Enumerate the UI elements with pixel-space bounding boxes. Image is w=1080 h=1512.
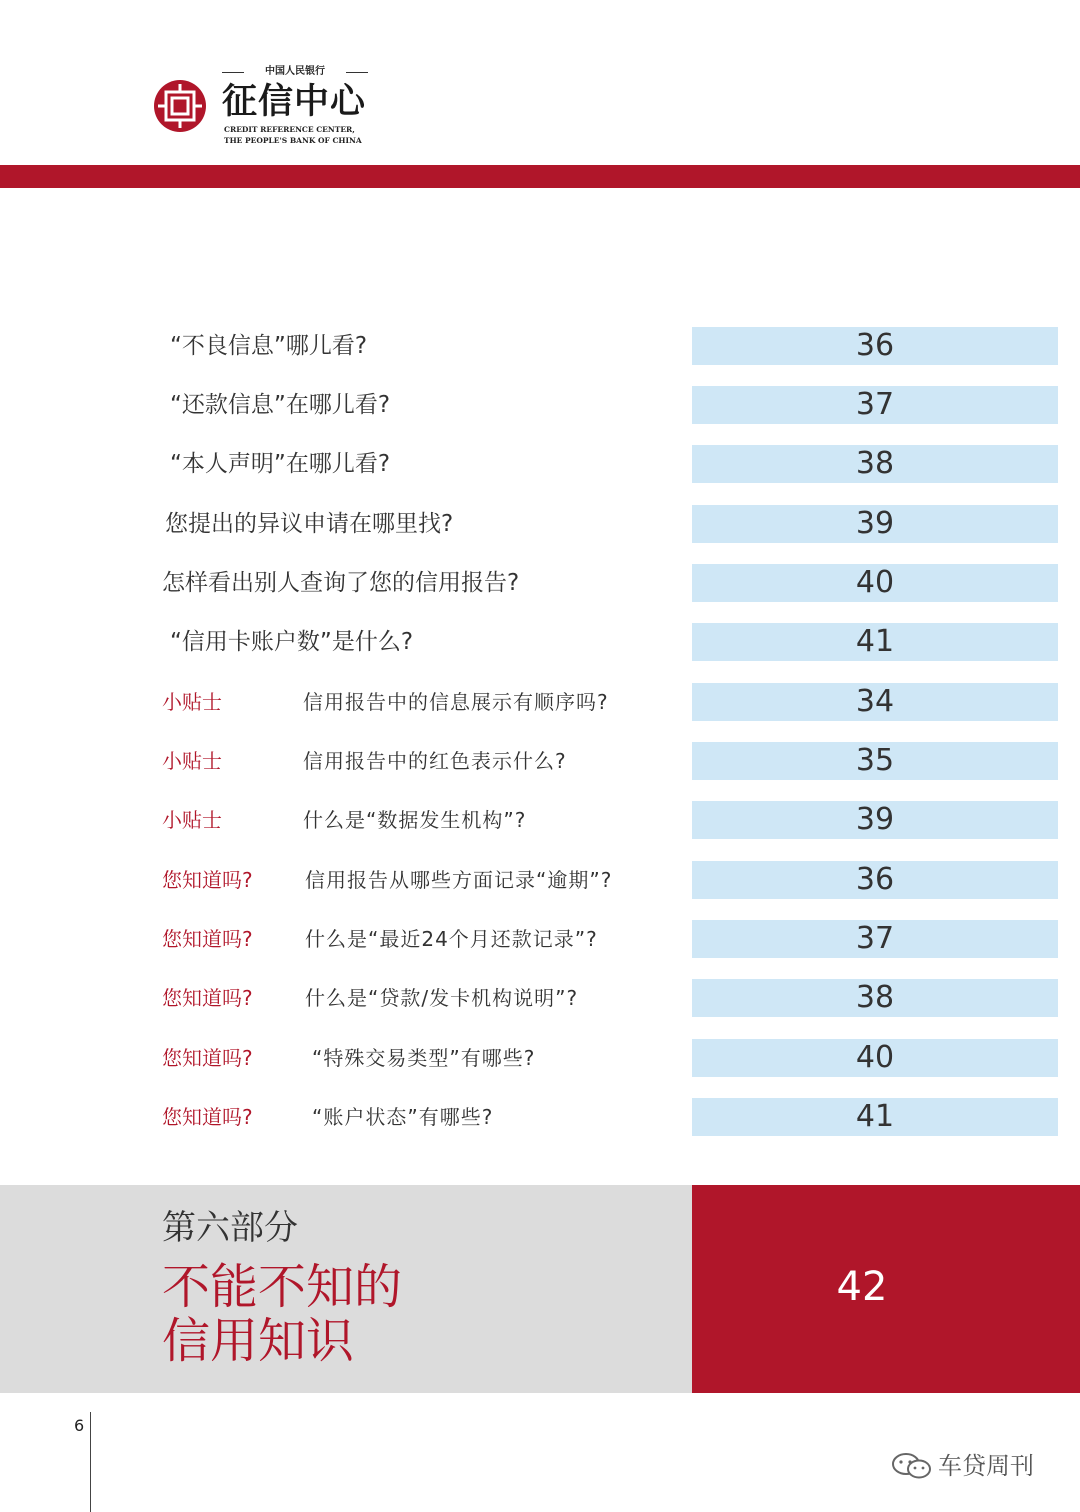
toc-question: 怎样看出别人查询了您的信用报告? (162, 570, 520, 596)
toc-tip-row[interactable] (0, 920, 1080, 958)
section-label: 第六部分 (162, 1208, 298, 1248)
toc-page-number: 36 (692, 327, 1058, 365)
toc-page-number: 39 (692, 505, 1058, 543)
page-number-rule (90, 1412, 91, 1512)
tip-category-label: 您知道吗? (162, 1046, 253, 1070)
tip-category-label: 小贴士 (162, 690, 222, 714)
tip-text: 什么是“最近24个月还款记录”? (305, 927, 598, 951)
toc-question: 您提出的异议申请在哪里找? (165, 511, 454, 537)
header-red-band (0, 165, 1080, 188)
org-english-line2: THE PEOPLE'S BANK OF CHINA (224, 136, 362, 145)
toc-page-number: 38 (692, 979, 1058, 1017)
tip-category-label: 您知道吗? (162, 868, 253, 892)
toc-question: “不良信息”哪儿看? (170, 333, 368, 359)
section-title[interactable] (162, 1260, 682, 1368)
section-title-line1: 不能不知的 (162, 1259, 403, 1315)
org-english-line1: CREDIT REFERENCE CENTER, (224, 125, 355, 134)
toc-row[interactable] (0, 445, 1080, 483)
toc-tip-row[interactable] (0, 1039, 1080, 1077)
tip-text: 什么是“数据发生机构”? (303, 808, 527, 832)
credit-center-logo-icon (152, 78, 208, 134)
toc-row[interactable] (0, 623, 1080, 661)
toc-page-number: 38 (692, 445, 1058, 483)
toc-question: “本人声明”在哪儿看? (170, 451, 391, 477)
tip-category-label: 小贴士 (162, 808, 222, 832)
toc-page-number: 37 (692, 920, 1058, 958)
section-title-line2: 信用知识 (162, 1313, 355, 1369)
toc-page-number: 41 (692, 1098, 1058, 1136)
tip-category-label: 您知道吗? (162, 1105, 253, 1129)
toc-row[interactable] (0, 386, 1080, 424)
tip-text: 信用报告从哪些方面记录“逾期”? (305, 868, 613, 892)
tip-text: 信用报告中的红色表示什么? (303, 749, 567, 773)
wechat-icon (890, 1452, 934, 1480)
org-name: 征信中心 (222, 81, 367, 122)
toc-tip-row[interactable] (0, 683, 1080, 721)
toc-page-number: 36 (692, 861, 1058, 899)
toc-tip-row[interactable] (0, 861, 1080, 899)
toc-row[interactable] (0, 564, 1080, 602)
tip-category-label: 您知道吗? (162, 986, 253, 1010)
toc-tip-row[interactable] (0, 801, 1080, 839)
tip-text: “账户状态”有哪些? (312, 1105, 494, 1129)
toc-page-number: 34 (692, 683, 1058, 721)
brand-name: 车贷周刊 (938, 1452, 1034, 1480)
tip-text: 信用报告中的信息展示有顺序吗? (303, 690, 609, 714)
toc-page-number: 40 (692, 1039, 1058, 1077)
toc-page-number: 37 (692, 386, 1058, 424)
toc-page-number: 35 (692, 742, 1058, 780)
toc-tip-row[interactable] (0, 742, 1080, 780)
tip-text: “特殊交易类型”有哪些? (312, 1046, 536, 1070)
section-page-number: 42 (836, 1264, 888, 1310)
tip-text: 什么是“贷款/发卡机构说明”? (305, 986, 579, 1010)
toc-page-number: 39 (692, 801, 1058, 839)
toc-question: “还款信息”在哪儿看? (170, 392, 391, 418)
toc-tip-row[interactable] (0, 979, 1080, 1017)
toc-row[interactable] (0, 505, 1080, 543)
toc-tip-row[interactable] (0, 1098, 1080, 1136)
org-english-name (224, 124, 394, 146)
page-number: 6 (74, 1416, 85, 1435)
page-header (0, 0, 1080, 165)
toc-question: “信用卡账户数”是什么? (170, 629, 414, 655)
tip-category-label: 您知道吗? (162, 927, 253, 951)
toc-page-number: 40 (692, 564, 1058, 602)
toc-page-number: 41 (692, 623, 1058, 661)
tip-category-label: 小贴士 (162, 749, 222, 773)
org-top-label: 中国人民银行 (222, 64, 368, 80)
toc-row[interactable] (0, 327, 1080, 365)
